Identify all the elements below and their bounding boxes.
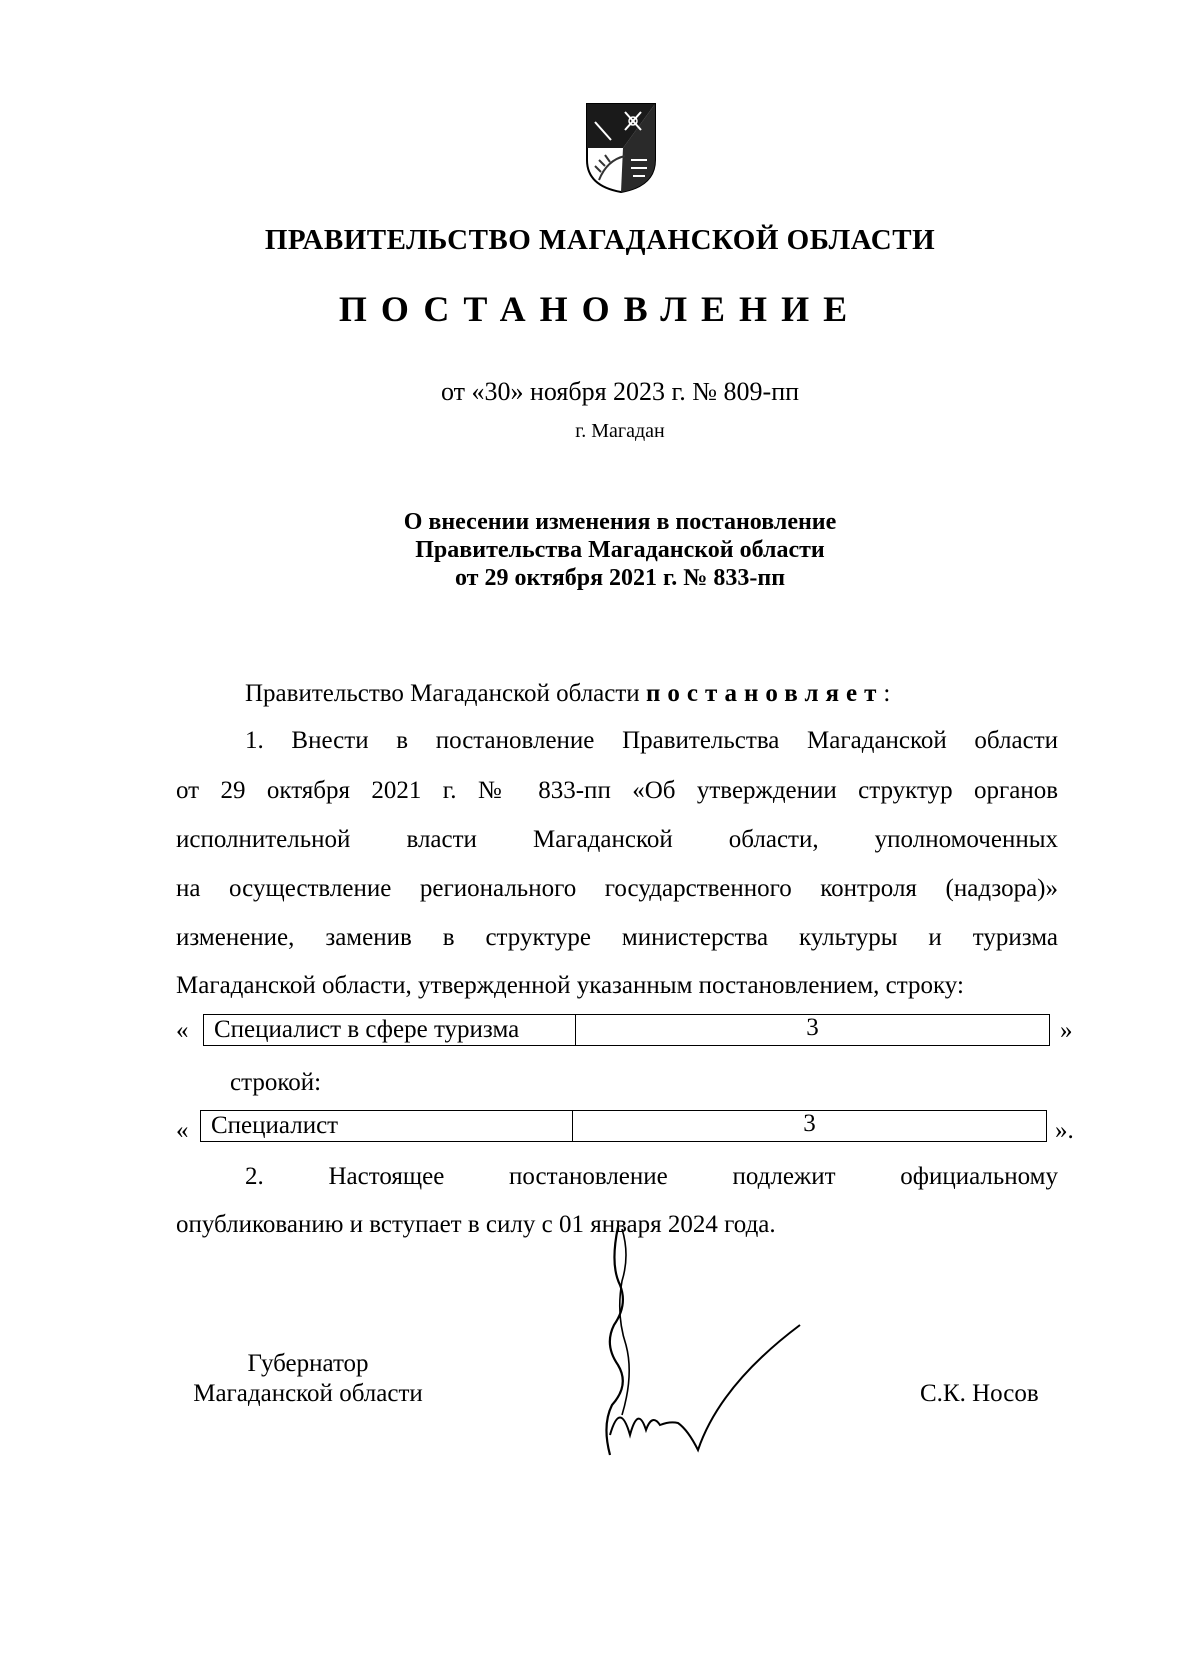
handwritten-signature (600, 1225, 830, 1465)
document-type-heading: ПОСТАНОВЛЕНИЕ (338, 289, 862, 329)
new-row-open-quote: « (176, 1117, 189, 1144)
new-row-count: 3 (803, 1110, 816, 1137)
subject-line: Правительства Магаданской области (415, 537, 825, 563)
subject-line: О внесении изменения в постановление (403, 509, 837, 535)
paragraph-1-line: на осуществление регионального государственного контроля (надзора)» (176, 875, 1058, 902)
old-row-close-quote: » (1060, 1017, 1073, 1044)
signatory-title-line: Губернатор (247, 1350, 369, 1377)
paragraph-1-line: 1. Внести в постановление Правительства Магаданской области (245, 727, 1058, 754)
paragraph-1-line: изменение, заменив в структуре министерства культуры и туризма (176, 924, 1058, 951)
new-row-table (200, 1110, 1047, 1142)
old-row-open-quote: « (176, 1017, 189, 1044)
paragraph-1-line: исполнительной власти Магаданской области, уполномоченных (176, 826, 1058, 853)
paragraph-2-line: 2. Настоящее постановление подлежит официальному (245, 1163, 1058, 1190)
replacement-label: строкой: (230, 1069, 322, 1096)
signatory-title-line: Магаданской области (193, 1380, 423, 1407)
paragraph-1-line: Магаданской области, утвержденной указанным постановлением, строку: (176, 972, 964, 999)
old-row-count: 3 (806, 1014, 819, 1041)
city-label: г. Магадан (575, 420, 665, 442)
document-subject (0, 508, 1200, 592)
preamble (245, 679, 890, 709)
paragraph-1-line: от 29 октября 2021 г. № 833-пп «Об утверждении структур органов (176, 777, 1058, 804)
preamble-verb: постановляет (645, 680, 884, 707)
date-and-number: от «30» ноября 2023 г. № 809-пп (440, 377, 800, 406)
old-row-table (203, 1014, 1050, 1046)
organization-title: ПРАВИТЕЛЬСТВО МАГАДАНСКОЙ ОБЛАСТИ (264, 224, 936, 256)
old-row-position: Специалист в сфере туризма (204, 1015, 576, 1045)
preamble-text: Правительство Магаданской области (245, 680, 646, 707)
new-row-close-quote: ». (1055, 1117, 1074, 1144)
signatory-title (178, 1349, 438, 1409)
coat-of-arms-icon (585, 102, 657, 194)
paragraph-2-line: опубликованию и вступает в силу с 01 января 2024 года. (176, 1211, 776, 1238)
new-row-position: Специалист (201, 1111, 573, 1141)
preamble-colon: : (883, 680, 891, 707)
signatory-name: С.К. Носов (920, 1380, 1039, 1407)
subject-line: от 29 октября 2021 г. № 833-пп (454, 565, 786, 591)
